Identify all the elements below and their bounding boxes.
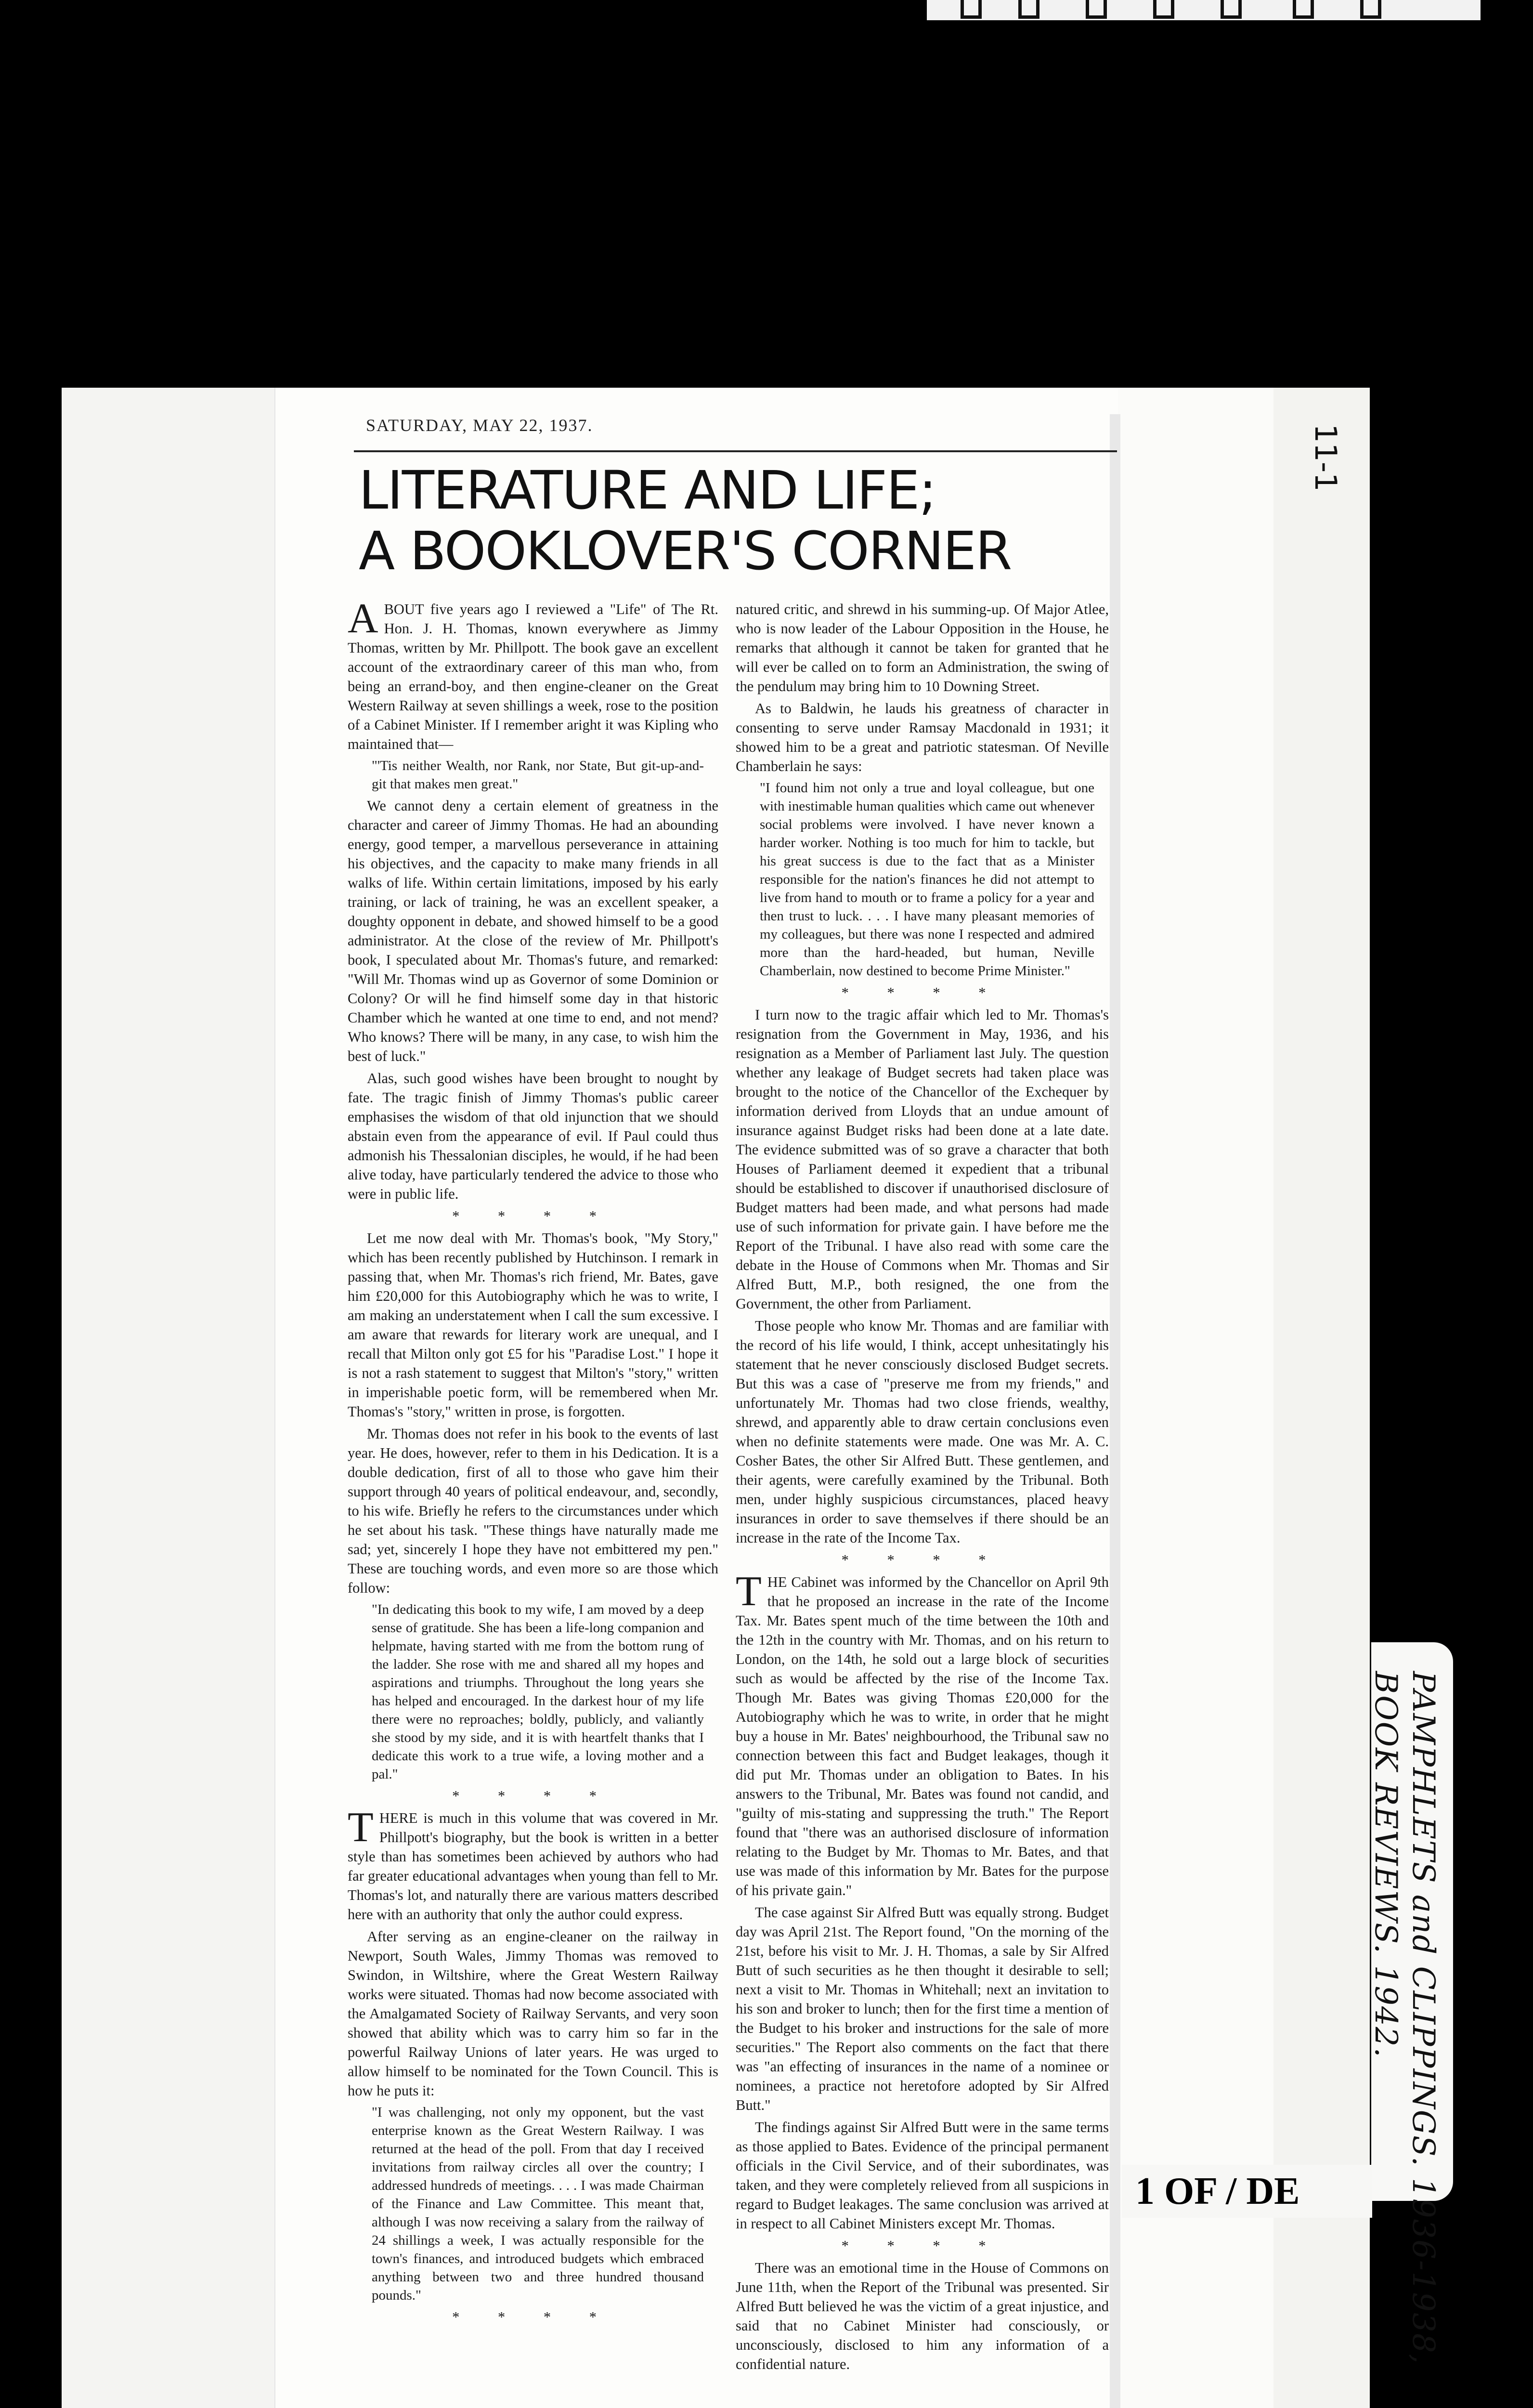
paragraph: natured critic, and shrewd in his summing-up. Of Major Atlee, who is now leader of the Labour Opposition in the House, he remarks that although it cannot be taken for granted that he will ever be called on to form an Administration, the swing of the pendulum may bring him to 10 Downing Street.: [736, 601, 1109, 694]
handwritten-label: [1367, 1671, 1442, 2365]
block-quote: "I found him not only a true and loyal colleague, but one with inestimable human qualities which came out whenever social problems were involved. I have never known a harder worker. Nothing is too much for him to tackle, but his great success is due to the fact that as a Minister responsible for the nation's finances he did not attempt to live from hand to mouth or to frame a policy for a year and then trust to luck. . . . I have many pleasant memories of my colleagues, but there was none I respected and admired more than the hard-headed, but human, Neville Chamberlain, now destined to become Prime Minister.": [760, 780, 1094, 979]
page-left-margin: [62, 388, 276, 2408]
handwritten-line-1: PAMPHLETS and CLIPPINGS. 1936-1938,: [1405, 1671, 1441, 2365]
paragraph: The findings against Sir Alfred Butt were in the same terms as those applied to Bates. Evidence of the principal permanent officials in the Civil Service, and of their subordinates, was taken, and they were completely relieved from all suspicions in regard to Budget leakages. The same conclusion was arrived at in respect to all Cabinet Ministers except Mr. Thomas.: [736, 2119, 1109, 2232]
section-divider: * * * *: [452, 1208, 614, 1224]
block-quote: "I was challenging, not only my opponent, but the vast enterprise known as the Great Western Railway. I was returned at the head of the poll. From that day I received invitations from railway circles all over the country; I addressed hundreds of meetings. . . . I was made Chairman of the Finance and Law Committee. This meant that, although I was now receiving a salary from the railway of 24 shillings a week, I was actually responsible for the town's finances, and introduced budgets which embraced anything between two and three hundred thousand pounds.": [372, 2105, 704, 2303]
paragraph: There was an emotional time in the House of Commons on June 11th, when the Report of the Tribunal was presented. Sir Alfred Butt believed he was the victim of a great injustice, and said that no Cabinet Minister had consciously, or unconsciously, disclosed to him any information of a confidential nature.: [736, 2260, 1109, 2372]
paragraph: As to Baldwin, he lauds his greatness of character in consenting to serve under Ramsay Macdonald in 1931; it showed him to be a great and patriotic statesman. Of Neville Chamberlain he says:: [736, 700, 1109, 774]
microfilm-frame-label: 1 OF / DE: [1122, 2165, 1372, 2218]
handwritten-line-2: BOOK REVIEWS. 1942.: [1368, 1671, 1403, 2058]
section-divider: * * * *: [841, 984, 1003, 1001]
paragraph: Those people who know Mr. Thomas and are familiar with the record of his life would, I think, accept unhesitatingly his statement that he never consciously disclosed Budget secrets. But this was a case of "preserve me from my friends," and unfortunately Mr. Thomas had two close friends, wealthy, shrewd, and apparently able to draw certain conclusions even when no definite statements were made. One was Mr. A. C. Cosher Bates, the other Sir Alfred Butt. These gentlemen, and their agents, were carefully examined by the Tribunal. Both men, under highly suspicious circumstances, placed heavy insurances in order to save themselves if there should be an increase in the rate of the Income Tax.: [736, 1318, 1109, 1546]
paragraph: ABOUT five years ago I reviewed a "Life" of The Rt. Hon. J. H. Thomas, known everywhere as Jimmy Thomas, written by Mr. Phillpott. The book gave an excellent account of the extraordinary career of this man who, from being an errand-boy, and then engine-cleaner on the Great Western Railway at seven shillings a week, rose to the position of a Cabinet Minister. If I remember aright it was Kipling who maintained that—: [348, 595, 718, 752]
paragraph: I turn now to the tragic affair which led to Mr. Thomas's resignation from the Government in May, 1936, and his resignation as a Member of Parliament last July. The question whether any leakage of Budget secrets had taken place was brought to the notice of the Chancellor of the Exchequer by information derived from Lloyds that an undue amount of insurance against Budget risks had been done at a late date. The evidence submitted was of so grave a character that both Houses of Parliament deemed it expedient that a tribunal should be established to discover if unauthorised disclosure of Budget matters had been made, and what persons had made use of such information for private gain. I have before me the Report of the Tribunal. I have also read with some care the debate in the House of Commons when Mr. Thomas and Sir Alfred Butt, M.P., both resigned, the one from the Government, the other from Parliament.: [736, 1007, 1109, 1312]
headline: [359, 460, 1033, 581]
header-rule: [354, 450, 1117, 452]
dateline: SATURDAY, MAY 22, 1937.: [366, 416, 593, 435]
article-column-2: [736, 600, 1109, 2377]
drop-cap: T: [348, 1804, 374, 1851]
film-frame-strip: [927, 0, 1481, 22]
paragraph: The case against Sir Alfred Butt was equally strong. Budget day was April 21st. The Report found, "On the morning of the 21st, before his visit to Mr. J. H. Thomas, a sale by Sir Alfred Butt of such securities as he then thought it desirable to sell; next a visit to Mr. Thomas in Whitehall; next an invitation to his son and broker to lunch; then for the first time a mention of the Budget to his broker and instructions for the sale of more securities." The Report also comments on the fact that there was "an effecting of insurances in the name of a nominee or nominees, a practice not heretofore adopted by Sir Alfred Butt.": [736, 1904, 1109, 2113]
verse-quote: "'Tis neither Wealth, nor Rank, nor State, But git-up-and-git that makes men great.": [372, 758, 704, 792]
paragraph: After serving as an engine-cleaner on the railway in Newport, South Wales, Jimmy Thomas was removed to Swindon, in Wiltshire, where the Great Western Railway works were situated. Thomas had now become associated with the Amalgamated Society of Railway Servants, and very soon showed that ability which was to carry him so far in the powerful Railway Unions of later years. He was urged to allow himself to be nominated for the Town Council. This is how he puts it:: [348, 1928, 718, 2099]
paragraph: Let me now deal with Mr. Thomas's book, "My Story," which has been recently published by Hutchinson. I remark in passing that, when Mr. Thomas's rich friend, Mr. Bates, gave him £20,000 for this Autobiography which he was to write, I am making an understatement when I call the sum excessive. I am aware that rewards for literary work are unequal, and I recall that Milton only got £5 for his "Paradise Lost." I hope it is not a rash statement to suggest that Milton's "story," written in imperishable poetic form, will be remembered when Mr. Thomas's "story," written in prose, is forgotten.: [348, 1230, 718, 1420]
section-divider: * * * *: [841, 1552, 1003, 1568]
article-column-1: [348, 595, 718, 2329]
section-divider: * * * *: [452, 1788, 614, 1804]
drop-cap: A: [348, 595, 378, 642]
clipping-edge-shadow: [1110, 414, 1120, 2408]
paragraph: THE Cabinet was informed by the Chancellor on April 9th that he proposed an increase in the rate of the Income Tax. Mr. Bates spent much of the time between the 10th and the 12th in the country with Mr. Thomas, and on his return to London, on the 14th, he sold out a large block of securities such as would be affected by the rise of the Income Tax. Though Mr. Bates was giving Thomas £20,000 for the Autobiography which he was to write, in order that he might buy a house in Mr. Bates' neighbourhood, the Tribunal saw no connection between this fact and Budget leakages, though it did put Mr. Thomas under an obligation to Bates. In his answers to the Tribunal, Mr. Bates was found not candid, and "guilty of mis-stating and suppressing the truth." The Report found that "there was an authorised disclosure of information relating to the Budget by Mr. Thomas to Mr. Bates, and that use was made of this information by Mr. Bates for the purpose of his private gain.": [736, 1568, 1109, 1898]
paragraph: THERE is much in this volume that was covered in Mr. Phillpott's biography, but the book is written in a better style than has sometimes been achieved by authors who had far greater educational advantages when young than fell to Mr. Thomas's lot, and naturally there are various matters described here with an authority that only the author could express.: [348, 1804, 718, 1923]
section-divider: * * * *: [452, 2309, 614, 2325]
paragraph: We cannot deny a certain element of greatness in the character and career of Jimmy Thomas. He had an abounding energy, good temper, a marvellous perseverance in attaining his objectives, and the capacity to make many friends in all walks of life. Within certain limitations, imposed by his early training, or lack of training, he was an excellent speaker, a doughty opponent in debate, and showed himself to be a good administrator. At the close of the review of Mr. Phillpott's book, I speculated about Mr. Thomas's future, and remarked: "Will Mr. Thomas wind up as Governor of some Dominion or Colony? Or will he find himself some day in that historic Chamber which he wanted at one time to end, and not mend? Who knows? There will be many, in any case, to wish him the best of luck.": [348, 798, 718, 1064]
headline-line-1: LITERATURE AND LIFE;: [359, 459, 936, 521]
margin-page-number: 11-1: [1308, 424, 1343, 492]
drop-cap: T: [736, 1568, 762, 1615]
section-divider: * * * *: [841, 2238, 1003, 2254]
paragraph: Mr. Thomas does not refer in his book to the events of last year. He does, however, refer to them in his Dedication. It is a double dedication, first of all to those who gave him their support through 40 years of political endeavour, and, secondly, to his wife. Briefly he refers to the circumstances under which he set about his task. "These things have naturally made me sad; yet, sincerely I hope they have not embittered my pen." These are touching words, and even more so are those which follow:: [348, 1426, 718, 1596]
underlying-page-edge: [1273, 388, 1370, 2408]
block-quote: "In dedicating this book to my wife, I am moved by a deep sense of gratitude. She has been a life-long companion and helpmate, having started with me from the bottom rung of the ladder. She rose with me and shared all my hopes and aspirations and triumphs. Throughout the long years she has helped and encouraged. In the darkest hour of my life there were no reproaches; boldly, publicly, and valiantly she stood by my side, and it is with heartfelt thanks that I dedicate this work to a true wife, a loving mother and a pal.": [372, 1602, 704, 1782]
headline-line-2: A BOOKLOVER'S CORNER: [359, 520, 1012, 582]
paragraph: Alas, such good wishes have been brought to nought by fate. The tragic finish of Jimmy Thomas's public career emphasises the wisdom of that old injunction that we should abstain even from the appearance of evil. If Paul could thus admonish his Thessalonian disciples, he would, if he had been alive today, have particularly tendered the advice to those who were in public life.: [348, 1070, 718, 1202]
